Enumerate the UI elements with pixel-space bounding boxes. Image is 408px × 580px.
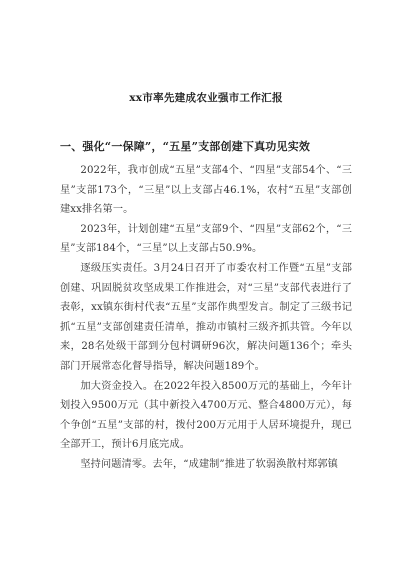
document-title: xx市率先建成农业强市工作汇报 bbox=[129, 92, 283, 104]
paragraph-responsibility: 逐级压实责任。3月24日召开了市委农村工作暨“五星”支部创建、巩固脱贫攻坚成果工作推进会，对“三星”支部代表进行了表彰，xx镇东街村代表“五星”支部作典型发言。制定了三级书记抓“五星”支部创建责任清单，推动市镇村三级齐抓共管。今年以来，28名处级干部到分包村调研96次，解决问题136个；牵头部门开展常态化督导指导，解决问题189个。 bbox=[60, 262, 352, 372]
paragraph-problem-clearing: 坚持问题清零。去年，“成建制”推进了软弱涣散村郑郭镇 bbox=[80, 458, 338, 470]
body-text bbox=[60, 161, 352, 475]
paragraph-funding: 加大资金投入。在2022年投入8500万元的基础上，今年计划投入9500万元（其中新投入4700万元、整合4800万元），每个争创“五星”支部的村，拨付200万元用于人居环境提升，现已全部开工，预计6月底完成。 bbox=[60, 380, 352, 451]
paragraph-2022-stats: 2022年，我市创成“五星”支部4个、“四星”支部54个、“三星”支部173个，“三星”以上支部占46.1%，农村“五星”支部创建xx排名第一。 bbox=[60, 165, 352, 216]
paragraph-2023-plan: 2023年，计划创建“五星”支部9个、“四星”支部62个，“三星”支部184个，“三星”以上支部占50.9%。 bbox=[60, 223, 352, 255]
section-heading: 一、强化“一保障”，“五星”支部创建下真功见实效 bbox=[60, 140, 311, 153]
